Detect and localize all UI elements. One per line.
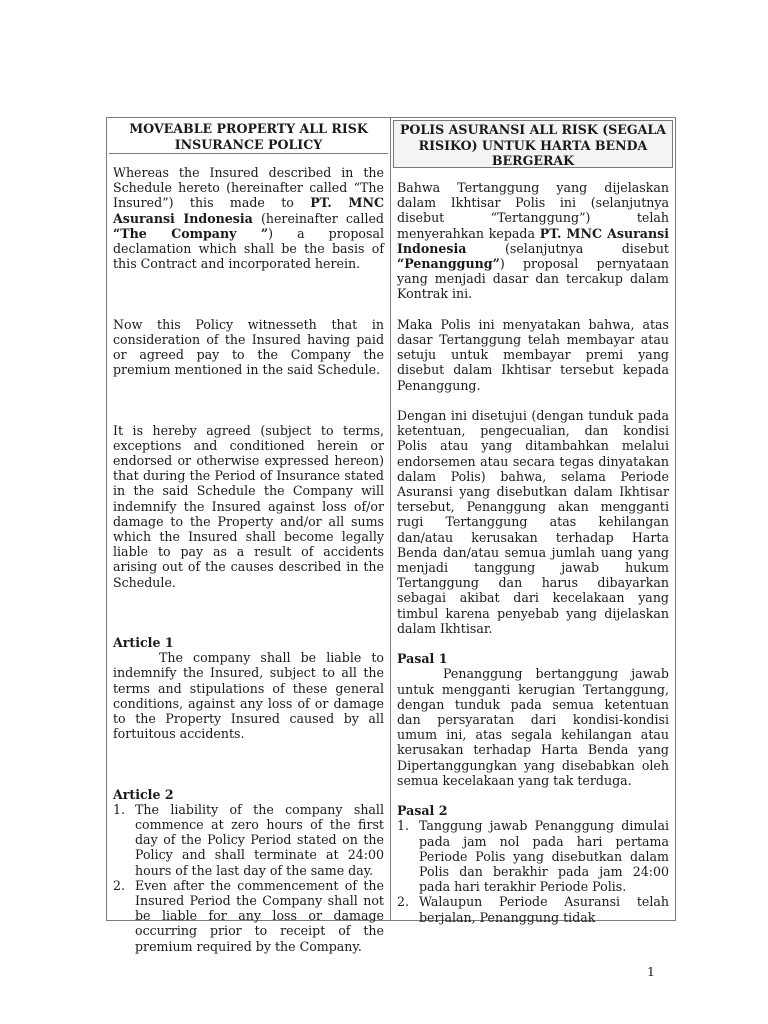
insurer-name: PT. MNC Asuransi Indonesia	[113, 195, 384, 226]
list-item: 2. Even after the commencement of the Insured Period the Company shall not be liable for any loss or damage occurring prior to receipt of the premium required by the Company.	[113, 877, 384, 954]
english-agreement-paragraph: It is hereby agreed (subject to terms, exceptions and conditioned herein or endorsed or otherwise expressed hereon) that during the Period of Insurance stated in the said Schedule the Company will indemnify the Insured against loss of/or damage to the Property and/or all sums which the Insured shall become legally liable to pay as a result of accidents arising out of the causes described in the Schedule.	[113, 422, 384, 590]
indonesian-column-body	[397, 180, 669, 925]
pasal-2-list	[397, 818, 669, 924]
english-consideration-paragraph: Now this Policy witnesseth that in consideration of the Insured having paid or agreed pay to the Company the premium mentioned in the said Schedule.	[113, 316, 384, 378]
company-term: “The Company ”	[113, 225, 269, 241]
list-item: 2. Walaupun Periode Asuransi telah berjalan, Penanggung tidak	[397, 894, 669, 925]
list-item: 1. The liability of the company shall commence at zero hours of the first day of the Policy Period stated on the Policy and shall terminate at 24:00 hours of the last day of the same day.	[113, 801, 384, 878]
article-1-text: The company shall be liable to indemnify the Insured, subject to all the terms and stipulations of these general conditions, against any loss of or damage to the Property Insured caused by all fortuitous accidents.	[113, 650, 384, 742]
indonesian-column-header: POLIS ASURANSI ALL RISK (SEGALA RISIKO) UNTUK HARTA BENDA BERGERAK	[393, 120, 673, 168]
list-item: 1. Tanggung jawab Penanggung dimulai pada jam nol pada hari pertama Periode Polis yang disebutkan dalam Polis dan berakhir pada jam 24:00 pada hari terakhir Periode Polis.	[397, 818, 669, 895]
article-1-title: Article 1	[113, 635, 174, 651]
insurer-name: PT. MNC Asuransi Indonesia	[397, 225, 669, 256]
english-column-header: MOVEABLE PROPERTY ALL RISK INSURANCE POLICY	[109, 120, 388, 154]
bilingual-policy-table	[106, 117, 676, 954]
english-preamble-paragraph: Whereas the Insured described in the Schedule hereto (hereinafter called “The Insured”) this made to PT. MNC Asuransi Indonesia (hereinafter called “The Company ”) a proposal declamation which shall be the basis of this Contract and incorporated herein.	[113, 165, 384, 272]
article-2-title: Article 2	[113, 786, 174, 802]
indonesian-consideration-paragraph: Maka Polis ini menyatakan bahwa, atas dasar Tertanggung telah membayar atau setuju untuk membayar premi yang disebut dalam Ikhtisar tersebut kepada Penanggung.	[397, 316, 669, 393]
company-term: “Penanggung”	[397, 256, 500, 272]
english-column	[107, 118, 391, 954]
indonesian-agreement-paragraph: Dengan ini disetujui (dengan tunduk pada ketentuan, pengecualian, dan kondisi Polis atau yang ditambahkan melalui endorsemen atau secara tegas dinyatakan dalam Polis) bahwa, selama Periode Asuransi yang disebutkan dalam Ikhtisar tersebut, Penanggung akan mengganti rugi Tertanggung atas kehilangan dan/atau kerusakan terhadap Harta Benda dan/atau semua jumlah uang yang menjadi tanggung jawab hukum Tertanggung dan harus dibayarkan sebagai akibat dari kecelakaan yang timbul karena penyebab yang dijelaskan dalam Ikhtisar.	[397, 408, 669, 636]
pasal-1-text: Penanggung bertanggung jawab untuk mengganti kerugian Tertanggung, dengan tunduk pada semua ketentuan dan persyaratan dari kondisi-kondisi umum ini, atas segala kehilangan atau kerusakan terhadap Harta Benda yang Dipertanggungkan yang disebabkan oleh semua kecelakaan yang tak terduga.	[397, 666, 669, 788]
pasal-2-title: Pasal 2	[397, 803, 448, 819]
article-2-list	[113, 802, 384, 954]
indonesian-preamble-paragraph: Bahwa Tertanggung yang dijelaskan dalam Ikhtisar Polis ini (selanjutnya disebut “Tertanggung”) telah menyerahkan kepada PT. MNC Asuransi Indonesia (selanjutnya disebut “Penanggung”) proposal pernyataan yang menjadi dasar dan tercakup dalam Kontrak ini.	[397, 180, 669, 302]
page-number: 1	[647, 964, 655, 979]
indonesian-column	[391, 118, 675, 925]
english-column-body	[113, 165, 384, 954]
pasal-1-title: Pasal 1	[397, 651, 448, 667]
